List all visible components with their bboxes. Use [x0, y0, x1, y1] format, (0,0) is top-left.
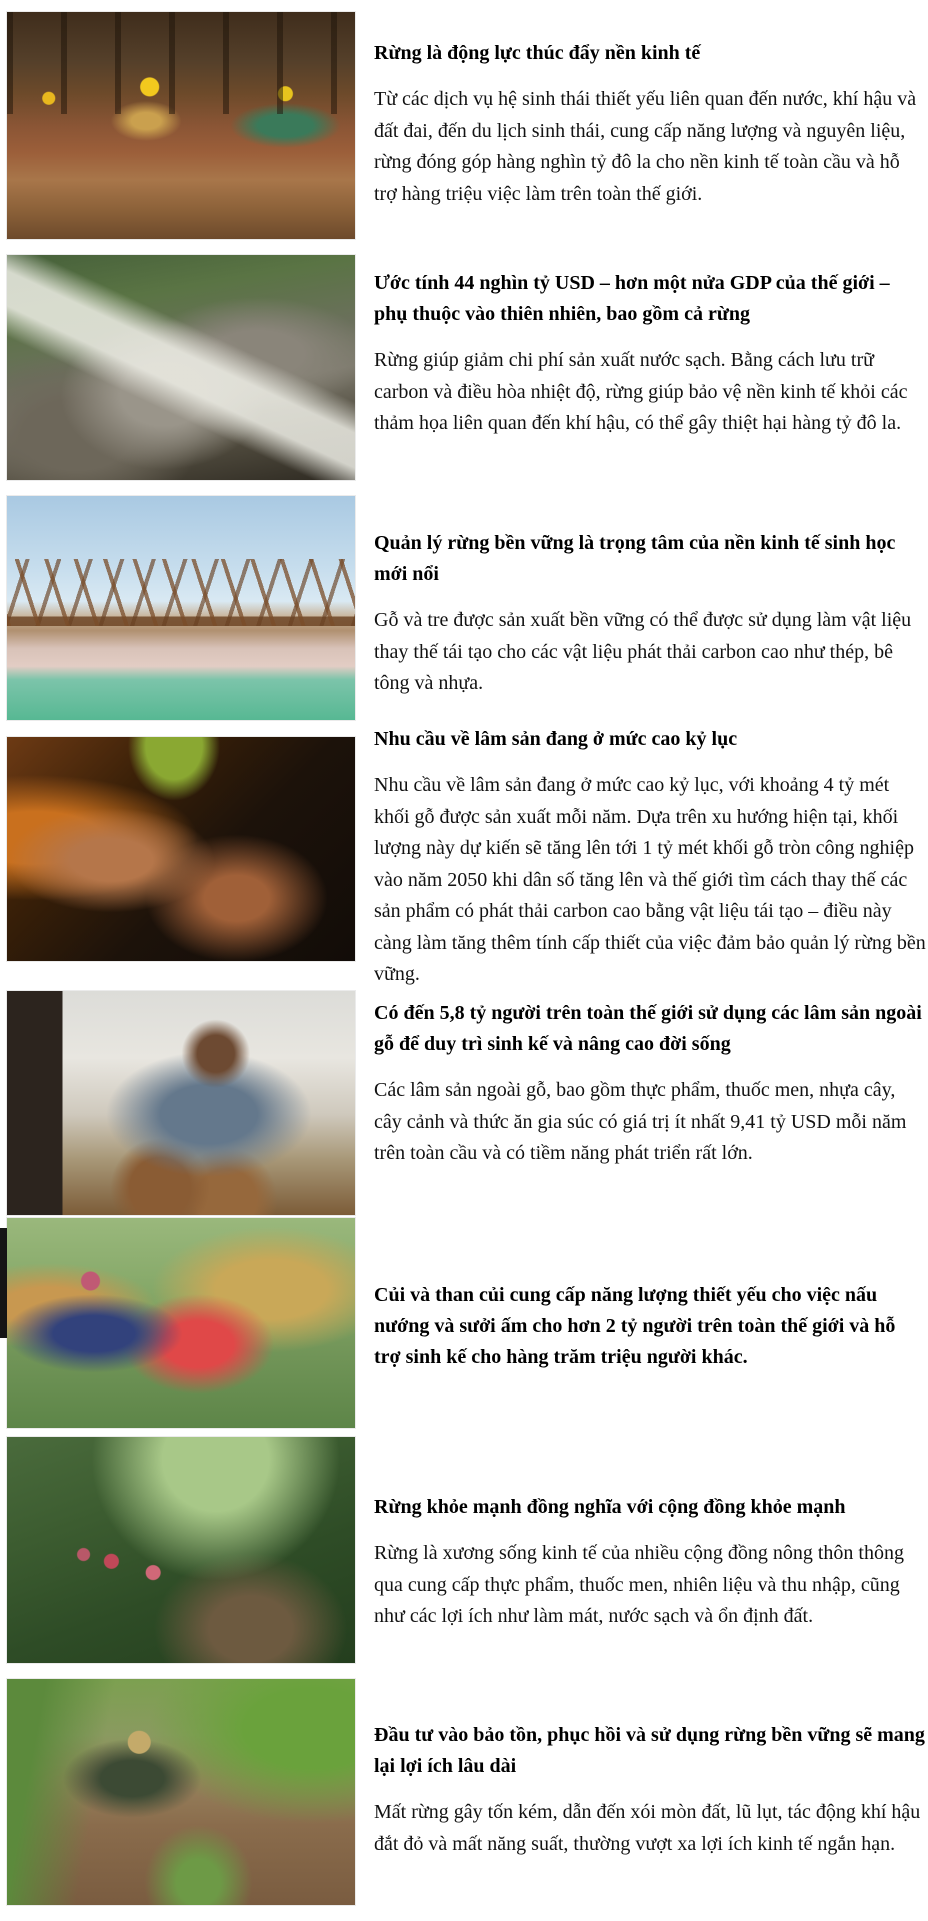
- article-text-block: [374, 724, 926, 991]
- article-heading: Rừng là động lực thúc đẩy nền kinh tế: [374, 42, 701, 64]
- article-text-block: [374, 1492, 926, 1633]
- article-body: Gỗ và tre được sản xuất bền vững có thể được sử dụng làm vật liệu thay thế tái tạo cho các vật liệu phát thải carbon cao như thép, bê tông và nhựa.: [374, 609, 912, 694]
- article-text-block: [374, 1720, 926, 1860]
- article-body: Từ các dịch vụ hệ sinh thái thiết yếu liên quan đến nước, khí hậu và đất đai, đến du lịch sinh thái, cung cấp năng lượng và nguyên liệu, rừng đóng góp hàng nghìn tỷ đô la cho nền kinh tế toàn cầu và hỗ trợ hàng triệu việc làm trên toàn thế giới.: [374, 88, 917, 205]
- article-body: Các lâm sản ngoài gỗ, bao gồm thực phẩm, thuốc men, nhựa cây, cây cảnh và thức ăn gia súc có giá trị ít nhất 9,41 tỷ USD mỗi năm trên toàn cầu và có tiềm năng phát triển rất lớn.: [374, 1079, 907, 1164]
- article-body: Rừng là xương sống kinh tế của nhiều cộng đồng nông thôn thông qua cung cấp thực phẩm, thuốc men, nhiên liệu và thu nhập, cũng như các lợi ích như làm mát, nước sạch và ổn định đất.: [374, 1542, 904, 1627]
- article-text-block: [374, 38, 926, 210]
- wood-lathe-workshop-photo: [7, 737, 355, 961]
- article-heading: Có đến 5,8 tỷ người trên toàn thế giới sử dụng các lâm sản ngoài gỗ để duy trì sinh kế và nâng cao đời sống: [374, 1002, 922, 1055]
- left-edge-dark-strip: [0, 1228, 7, 1338]
- women-walking-forest-photo: [7, 1437, 355, 1663]
- roof-truss-construction-photo: [7, 496, 355, 720]
- article-heading: Củi và than củi cung cấp năng lượng thiết yếu cho việc nấu nướng và sưởi ấm cho hơn 2 tỷ người trên toàn thế giới và hỗ trợ sinh kế cho hàng trăm triệu người khác.: [374, 1284, 896, 1368]
- sawmill-timber-workers-photo: [7, 12, 355, 239]
- market-vendor-photo: [7, 991, 355, 1215]
- women-carrying-firewood-photo: [7, 1218, 355, 1428]
- article-heading: Quản lý rừng bền vững là trọng tâm của nền kinh tế sinh học mới nổi: [374, 532, 896, 585]
- article-heading: Rừng khỏe mạnh đồng nghĩa với cộng đồng khỏe mạnh: [374, 1496, 846, 1518]
- article-body: Nhu cầu về lâm sản đang ở mức cao kỷ lục, với khoảng 4 tỷ mét khối gỗ được sản xuất mỗi năm. Dựa trên xu hướng hiện tại, khối lượng này dự kiến sẽ tăng lên tới 1 tỷ mét khối gỗ tròn công nghiệp vào năm 2050 khi dân số tăng lên và thế giới tìm cách thay thế các sản phẩm có phát thải carbon cao bằng vật liệu tái tạo – điều này càng làm tăng thêm tính cấp thiết của việc đảm bảo quản lý rừng bền vững.: [374, 774, 926, 985]
- article-text-block: [374, 268, 926, 440]
- article-body: Mất rừng gây tốn kém, dẫn đến xói mòn đất, lũ lụt, tác động khí hậu đắt đỏ và mất năng suất, thường vượt xa lợi ích kinh tế ngắn hạn.: [374, 1801, 921, 1855]
- article-text-block: [374, 528, 926, 700]
- article-heading: Ước tính 44 nghìn tỷ USD – hơn một nửa GDP của thế giới – phụ thuộc vào thiên nhiên, bao gồm cả rừng: [374, 272, 890, 325]
- article-text-block: [374, 998, 926, 1170]
- tree-planting-photo: [7, 1679, 355, 1905]
- article-text-block: [374, 1280, 926, 1388]
- article-heading: Đầu tư vào bảo tồn, phục hồi và sử dụng rừng bền vững sẽ mang lại lợi ích lâu dài: [374, 1724, 925, 1777]
- article-heading: Nhu cầu về lâm sản đang ở mức cao kỷ lục: [374, 728, 738, 750]
- article-body: Rừng giúp giảm chi phí sản xuất nước sạch. Bằng cách lưu trữ carbon và điều hòa nhiệt độ, rừng giúp bảo vệ nền kinh tế khỏi các thảm họa liên quan đến khí hậu, có thể gây thiệt hại hàng tỷ đô la.: [374, 349, 908, 434]
- forest-stream-rocks-photo: [7, 255, 355, 480]
